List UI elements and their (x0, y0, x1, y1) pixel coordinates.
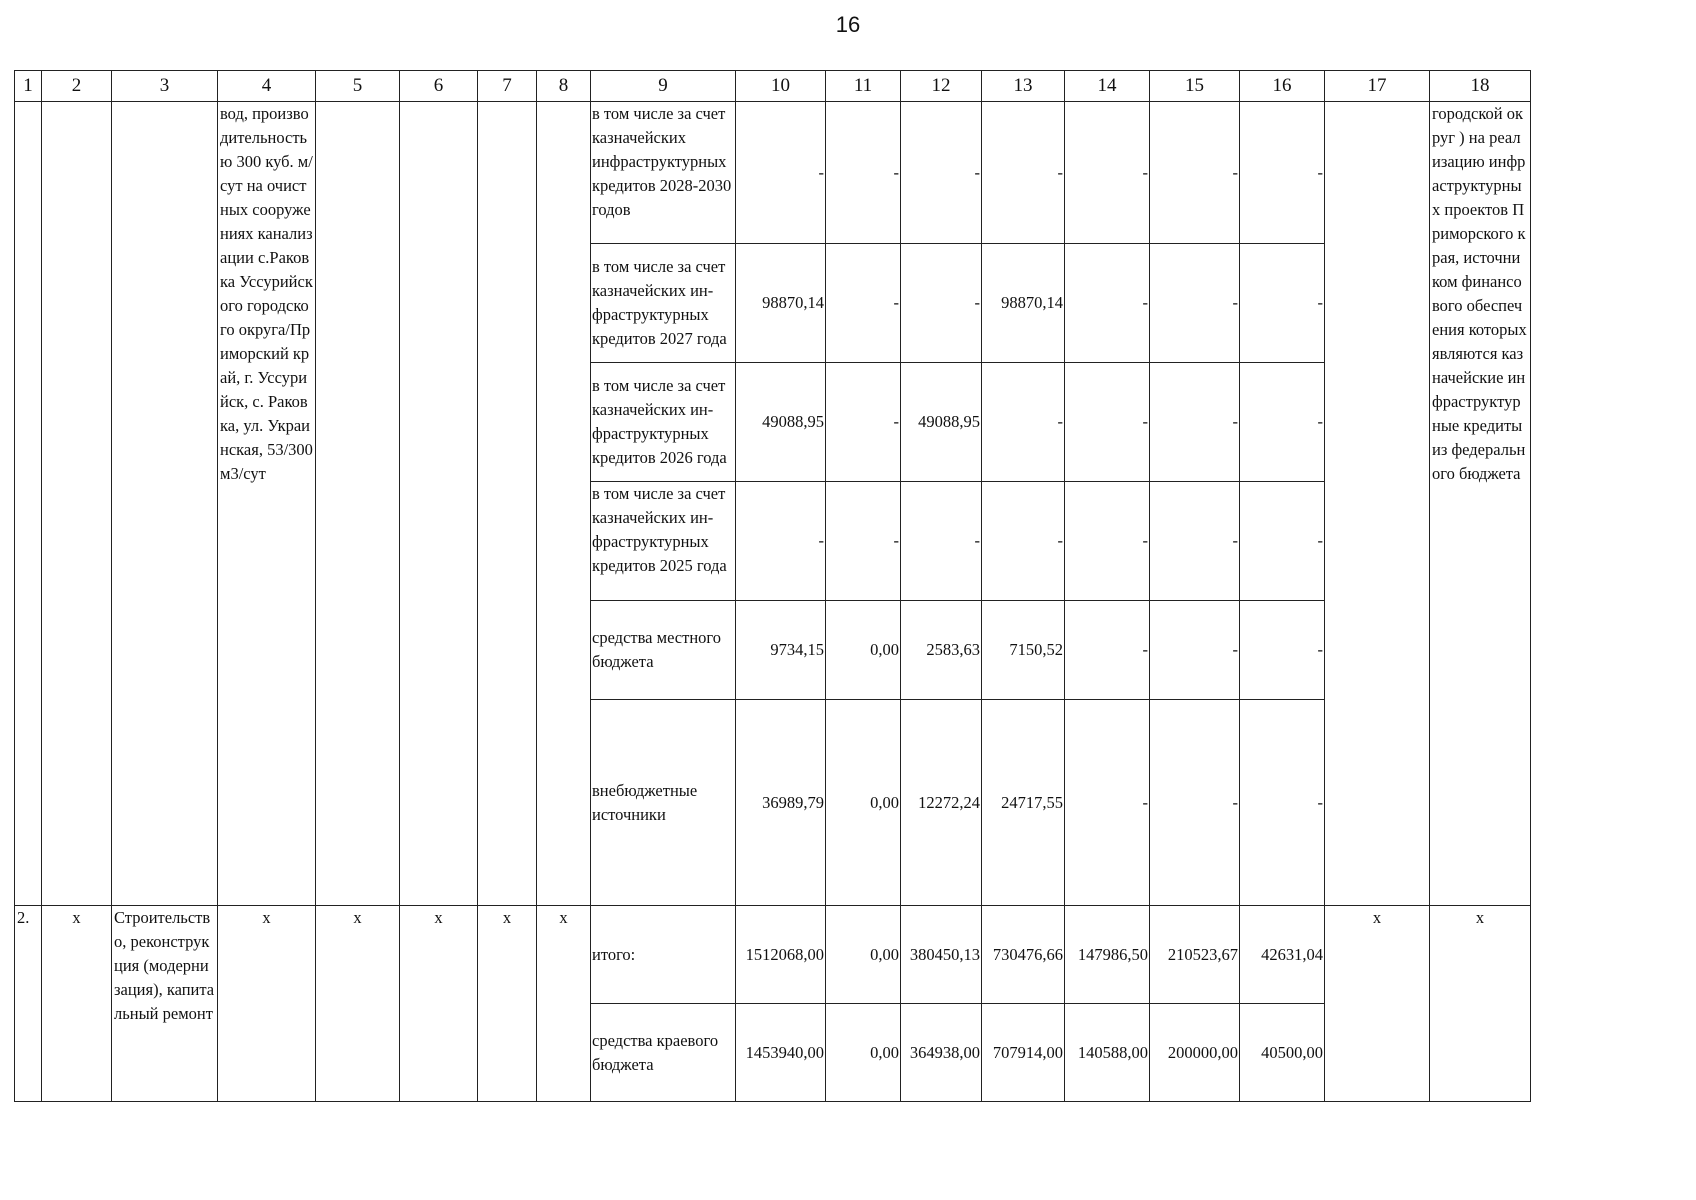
column-header: 1 (15, 71, 42, 102)
value-cell: 0,00 (826, 906, 901, 1004)
value-cell: 210523,67 (1150, 906, 1240, 1004)
value-cell: 1453940,00 (736, 1004, 826, 1102)
column-header: 3 (112, 71, 218, 102)
cell-x: x (400, 906, 478, 1102)
funding-source-label: итого: (591, 906, 736, 1004)
value-cell: 49088,95 (901, 363, 982, 482)
value-cell: 98870,14 (736, 244, 826, 363)
column-header: 4 (218, 71, 316, 102)
value-cell: - (1240, 601, 1325, 700)
value-cell: - (736, 102, 826, 244)
cell-x: x (478, 906, 537, 1102)
column-header: 13 (982, 71, 1065, 102)
column-header: 7 (478, 71, 537, 102)
value-cell: 40500,00 (1240, 1004, 1325, 1102)
column-header: 17 (1325, 71, 1430, 102)
measure-description-cell: Строительство, реконструкция (модернизация), капитальный ремонт (112, 906, 218, 1102)
value-cell: - (901, 244, 982, 363)
value-cell: - (1150, 102, 1240, 244)
value-cell: - (1240, 102, 1325, 244)
column-header: 9 (591, 71, 736, 102)
cell-x: x (42, 906, 112, 1102)
value-cell: 9734,15 (736, 601, 826, 700)
row-number: 2. (15, 906, 42, 1102)
value-cell: - (826, 102, 901, 244)
value-cell: - (1065, 700, 1150, 906)
value-cell: - (1065, 244, 1150, 363)
funding-source-label: внебюджетные источники (591, 700, 736, 906)
funding-source-label: в том числе за счет казначейских инфраструктурных кредитов 2028-2030 годов (591, 102, 736, 244)
column-header: 16 (1240, 71, 1325, 102)
value-cell: 380450,13 (901, 906, 982, 1004)
value-cell: - (736, 482, 826, 601)
column-header: 8 (537, 71, 591, 102)
cell-x: x (537, 906, 591, 1102)
budget-table (14, 70, 1531, 1102)
table-row (15, 906, 1531, 1004)
value-cell: 0,00 (826, 700, 901, 906)
value-cell: 49088,95 (736, 363, 826, 482)
funding-source-label: в том числе за счет казначейских ин-фраструктурных кредитов 2025 года (591, 482, 736, 601)
value-cell: 24717,55 (982, 700, 1065, 906)
value-cell: 0,00 (826, 1004, 901, 1102)
value-cell: 42631,04 (1240, 906, 1325, 1004)
column-header: 15 (1150, 71, 1240, 102)
value-cell: - (826, 244, 901, 363)
column-header: 12 (901, 71, 982, 102)
object-description-cell: вод, производительностью 300 куб. м/сут на очистных сооружениях канализации с.Раковка Уссурийского городского округа/Приморский край, г. Уссурийск, с. Раковка, ул. Украинская, 53/300 м3/сут (218, 102, 316, 906)
value-cell: - (1150, 482, 1240, 601)
value-cell: - (1240, 482, 1325, 601)
funding-source-label: в том числе за счет казначейских ин-фраструктурных кредитов 2027 года (591, 244, 736, 363)
value-cell: - (982, 482, 1065, 601)
value-cell: 364938,00 (901, 1004, 982, 1102)
value-cell: - (1150, 700, 1240, 906)
value-cell: - (1240, 244, 1325, 363)
funding-source-label: в том числе за счет казначейских ин-фраструктурных кредитов 2026 года (591, 363, 736, 482)
value-cell: - (1065, 601, 1150, 700)
column-header: 14 (1065, 71, 1150, 102)
value-cell: 147986,50 (1065, 906, 1150, 1004)
column-header: 18 (1430, 71, 1531, 102)
value-cell: - (826, 363, 901, 482)
column-header: 11 (826, 71, 901, 102)
column-header: 6 (400, 71, 478, 102)
value-cell: - (901, 102, 982, 244)
value-cell: 140588,00 (1065, 1004, 1150, 1102)
value-cell: - (1150, 363, 1240, 482)
cell-x: x (1325, 906, 1430, 1102)
value-cell: - (826, 482, 901, 601)
column-number-row (15, 71, 1531, 102)
funding-source-label: средства местного бюджета (591, 601, 736, 700)
value-cell: 36989,79 (736, 700, 826, 906)
value-cell: 12272,24 (901, 700, 982, 906)
value-cell: - (982, 102, 1065, 244)
value-cell: 0,00 (826, 601, 901, 700)
column-header: 5 (316, 71, 400, 102)
value-cell: 7150,52 (982, 601, 1065, 700)
value-cell: - (1240, 363, 1325, 482)
value-cell: - (1150, 244, 1240, 363)
cell-x: x (316, 906, 400, 1102)
value-cell: - (901, 482, 982, 601)
value-cell: 2583,63 (901, 601, 982, 700)
funding-source-label: средства краевого бюджета (591, 1004, 736, 1102)
value-cell: - (1065, 102, 1150, 244)
cell-x: x (218, 906, 316, 1102)
value-cell: - (1150, 601, 1240, 700)
value-cell: 98870,14 (982, 244, 1065, 363)
value-cell: 200000,00 (1150, 1004, 1240, 1102)
value-cell: - (1065, 363, 1150, 482)
note-cell: городской округ ) на реализацию инфраструктурных проектов Приморского края, источником финансового обеспечения которых являются казначейские инфраструктурные кредиты из федерального бюджета (1430, 102, 1531, 906)
cell-x: x (1430, 906, 1531, 1102)
value-cell: - (982, 363, 1065, 482)
column-header: 10 (736, 71, 826, 102)
value-cell: 730476,66 (982, 906, 1065, 1004)
value-cell: - (1240, 700, 1325, 906)
value-cell: 707914,00 (982, 1004, 1065, 1102)
page-number: 16 (835, 12, 861, 37)
value-cell: - (1065, 482, 1150, 601)
table-row (15, 102, 1531, 244)
value-cell: 1512068,00 (736, 906, 826, 1004)
column-header: 2 (42, 71, 112, 102)
